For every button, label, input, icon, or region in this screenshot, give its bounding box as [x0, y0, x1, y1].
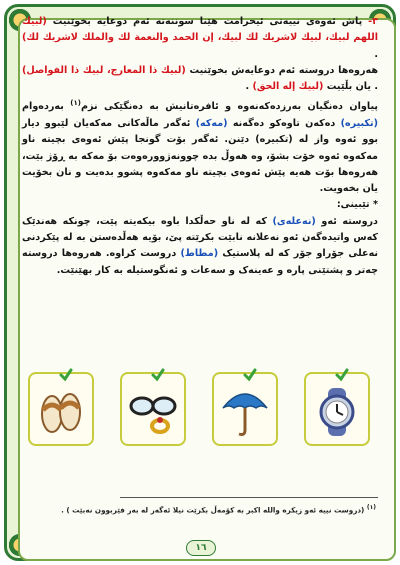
- text: پیاوان دەنگیان بەرزدەکەنەوە و ئافرەتانیش بە دەنگێکی نزم: [80, 101, 378, 113]
- term: (نەعلەی): [272, 215, 316, 227]
- note-heading: [22, 197, 378, 213]
- heading: * تێبینی:: [336, 199, 378, 211]
- text: بەردەوام: [22, 101, 71, 113]
- watch-card: [304, 372, 370, 446]
- glasses-icon: [127, 386, 179, 438]
- checkmark-icon: [59, 368, 73, 382]
- paragraph-alt-dua: [22, 63, 378, 96]
- footnote: [24, 503, 376, 515]
- text: دروست کراوە. هەروەها دروستە چەتر و پشتێنی پارە و عەینەک و سەعات و ئەنگوستیلە بە کار بهێنێت.: [22, 248, 378, 276]
- text: دەکەن تاوەکو دەگەنە: [227, 117, 341, 129]
- paragraph-voices: [22, 95, 378, 197]
- footnote-ref: (١): [70, 99, 81, 108]
- watch-icon: [311, 386, 363, 438]
- checkmark-icon: [243, 368, 257, 382]
- note-paragraph: [22, 214, 378, 279]
- checkmark-icon: [151, 368, 165, 382]
- text: هەروەها دروستە ئەم دوعایەش بخوێنیت: [185, 64, 378, 76]
- umbrella-card: [212, 372, 278, 446]
- term: (تکبیرە): [340, 117, 378, 129]
- glasses-card: [120, 372, 186, 446]
- text: پاش ئەوەی نییەتی ئیحرامت هێنا سوننەتە ئەم دوعایە بخوێنیت: [46, 16, 363, 27]
- body-text: [22, 14, 378, 279]
- term: (مەکە): [195, 117, 228, 129]
- sandals-icon: [35, 386, 87, 438]
- paragraph-talbiyah: [22, 14, 378, 63]
- text: دروستە ئەو: [315, 215, 378, 227]
- text: .: [245, 81, 253, 93]
- text: کە لە ناو حەڵکدا باوە بیکەیتە پێت، چونکە هەندێک کەس واتیدەگەن ئەو نەعلانە نابێت بکرێتە پێ، بۆیە هەڵدەستن بە لە پێکردنی نەعلی جۆراو جۆر کە لە پلاستیک: [22, 215, 378, 260]
- page-number: ١٦: [186, 540, 216, 556]
- arabic-dua: (لبيك ذا المعارج، لبيك ذا الفواصل): [22, 64, 186, 76]
- text: ئەگەر ماڵەکانی مەکەیان لێبوو دیار بوو ئەوە واز لە (تکبیرە) دێنن. ئەگەر بۆت گونجا پێش ئەوەی بچیتە ناو مەکەوە ئەوە خۆت بشۆ، وە هەوڵ بدە چوونەژوورەوەت بۆ مەکە بە ڕۆژ بێت، هەروەها بۆت هەیە پێش ئەوەی بچیتە ناو مەکەوە پشوو بدەیت و نان بخۆیت یان بخەویت.: [22, 117, 378, 195]
- umbrella-icon: [219, 386, 271, 438]
- arabic-dua: (لبيك اللهم لبيك، لبيك لاشريك لك لبيك، إن الحمد والنعمة لك والملك لاشريك لك): [22, 16, 378, 44]
- text: .: [374, 48, 378, 60]
- footnote-mark: (١): [366, 504, 376, 511]
- term: (مطاط): [180, 248, 219, 260]
- sandals-card: [28, 372, 94, 446]
- text: . یان بڵێیت: [323, 81, 378, 93]
- checkmark-icon: [335, 368, 349, 382]
- footnote-text: (دروست نییە ئەو زیکرە والله اکبر بە کۆمەڵ بکرێت نیلا ئەگەر لە بەر فێربوون نەبێت ) .: [61, 505, 367, 515]
- footnote-divider: [120, 497, 378, 498]
- item-number: ٣-: [362, 16, 378, 27]
- arabic-dua: (لبيك إله الحق): [252, 81, 324, 93]
- allowed-items: [28, 372, 372, 464]
